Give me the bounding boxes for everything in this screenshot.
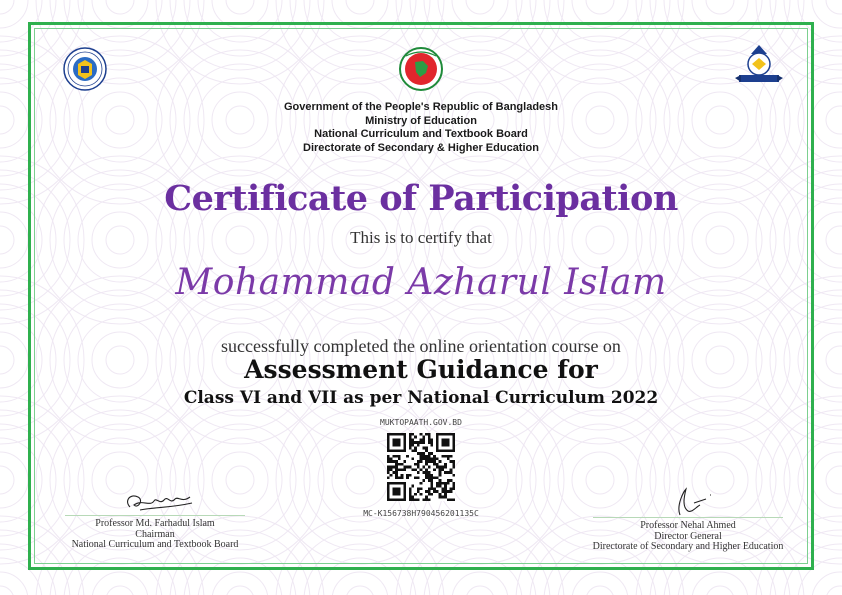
header-board: National Curriculum and Textbook Board [314,128,528,140]
signatory-right-org: Directorate of Secondary and Higher Education [592,541,784,552]
bangladesh-government-seal-icon [398,46,444,92]
signatory-right-name: Professor Nehal Ahmed [640,520,736,531]
signatory-right [578,485,798,553]
signatory-right-role: Director General [654,530,722,542]
header-ministry: Ministry of Education [365,114,477,127]
signature-line-right [593,517,783,518]
recipient-name: Mohammad Azharul Islam [175,262,667,303]
completed-text: successfully completed the online orientation course on [221,336,621,356]
muktopaath-emblem-icon [62,46,108,92]
certificate-title: Certificate of Participation [164,178,678,219]
certificate-id: MC-K156738H790456201135C [363,509,479,518]
qr-code-icon[interactable] [387,433,455,501]
course-title-line2: Class VI and VII as per National Curriculum 2022 [183,388,659,408]
signatory-left-name: Professor Md. Farhadul Islam [95,518,215,529]
signature-right-image [658,485,718,517]
education-board-emblem-icon [733,42,785,90]
signatory-left-role: Chairman [135,528,175,540]
course-title-line1: Assessment Guidance for [244,355,598,384]
header-directorate: Directorate of Secondary & Higher Education [303,141,539,154]
issuer-header [0,101,842,155]
verification-site: MUKTOPAATH.GOV.BD [380,418,462,427]
certify-text: This is to certify that [350,228,492,247]
signatory-left [50,485,260,551]
header-government: Government of the People's Republic of Bangladesh [284,101,558,113]
signature-line-left [65,515,245,516]
signature-left-image [120,485,200,515]
signatory-left-org: National Curriculum and Textbook Board [71,539,239,550]
